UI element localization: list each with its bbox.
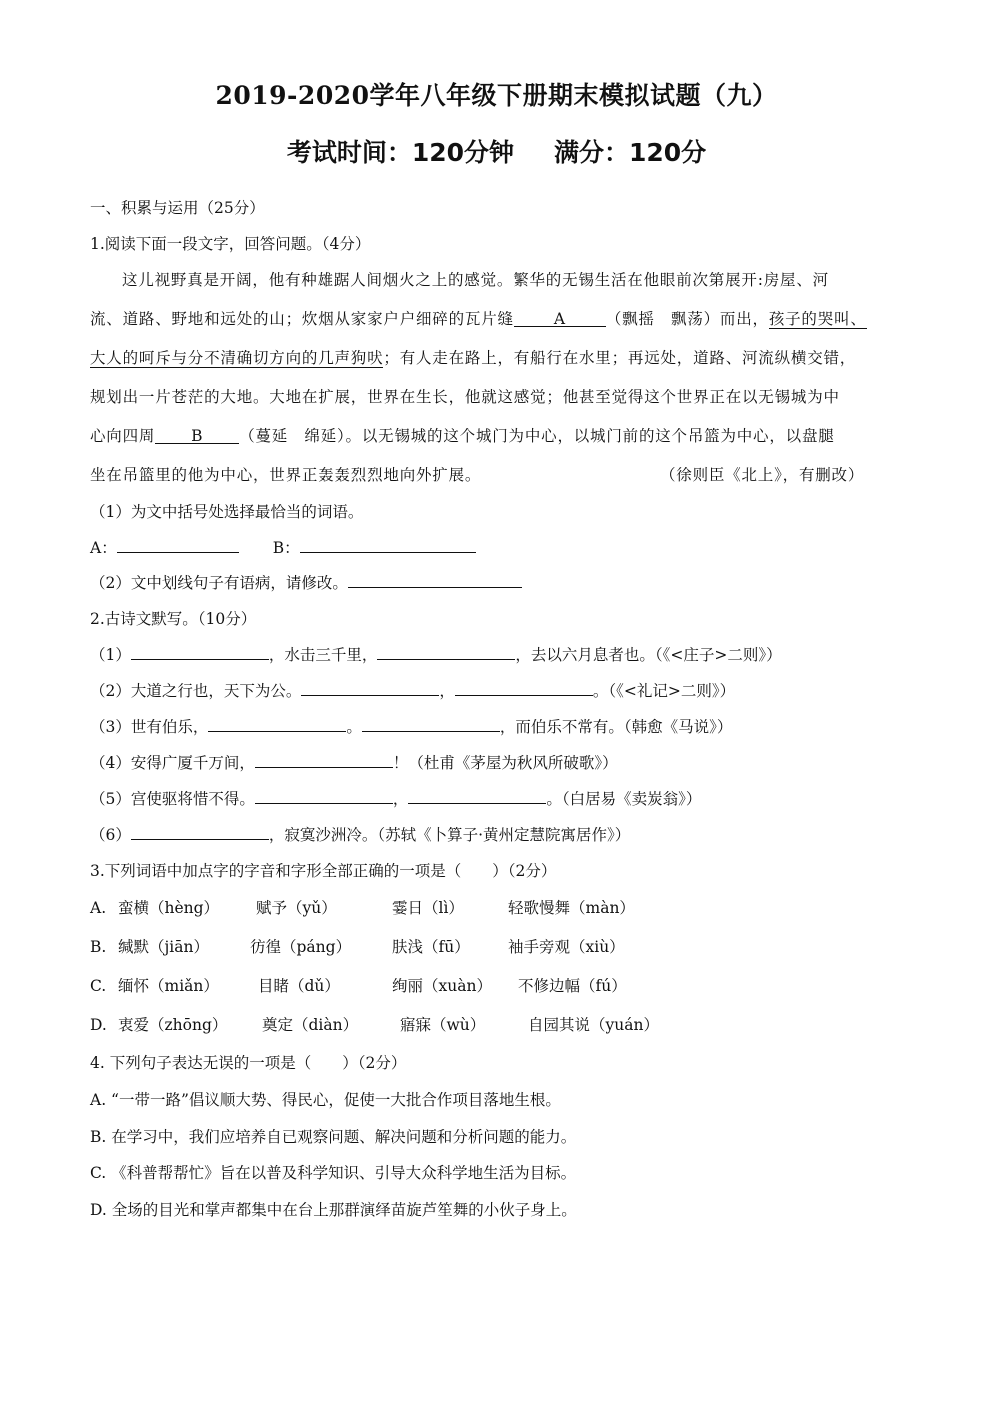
exam-time: 考试时间：120分钟 (286, 138, 514, 167)
q4-option-d: D. 全场的目光和掌声都集中在台上那群演绎苗旋芦笙舞的小伙子身上。 (90, 1201, 577, 1219)
q2-item-4: （4）安得广厦千万间， ！（杜甫《茅屋为秋风所破歌》） (90, 751, 618, 773)
q1-heading: 1.阅读下面一段文字，回答问题。（4分） (90, 235, 371, 253)
q2-1-blank-1[interactable] (131, 643, 269, 660)
q3-option-a: A. 蛮横（hèng） 赋予（yǔ） 霎日（lì） 轻歌慢舞（màn） (90, 899, 635, 917)
q2-item-3: （3）世有伯乐， 。 ，而伯乐不常有。（韩愈《马说》） (90, 715, 732, 737)
q1-passage-line-6: 坐在吊篮里的他为中心，世界正轰轰烈烈地向外扩展。 （徐则臣《北上》，有删改） (90, 463, 905, 485)
q3-option-b: B. 缄默（jiān） 彷徨（páng） 肤浅（fū） 袖手旁观（xiù） (90, 938, 625, 956)
q2-1-blank-2[interactable] (377, 643, 515, 660)
exam-subtitle (0, 133, 993, 169)
q4-heading: 4. 下列句子表达无误的一项是（ ）（2分） (90, 1054, 407, 1072)
q2-4-blank-1[interactable] (255, 751, 393, 768)
q2-item-5: （5）宫使驱将惜不得。 ， 。（白居易《卖炭翁》） (90, 787, 701, 809)
q2-3-blank-2[interactable] (362, 715, 500, 732)
correction-field[interactable] (348, 571, 522, 588)
q2-5-blank-1[interactable] (255, 787, 393, 804)
answer-a-field[interactable] (117, 536, 239, 553)
q1-passage-line-1: 这儿视野真是开阔，他有种雄踞人间烟火之上的感觉。繁华的无锡生活在他眼前次第展开:房屋、河 (122, 271, 829, 289)
blank-b: B (155, 427, 239, 444)
q1-sub-1: （1）为文中括号处选择最恰当的词语。 (90, 503, 364, 521)
q2-6-blank-1[interactable] (131, 823, 269, 840)
answer-b-field[interactable] (300, 536, 476, 553)
blank-a: A (514, 310, 606, 327)
underlined-sentence-part-2: 大人的呵斥与分不清确切方向的几声狗吠 (90, 349, 384, 367)
q2-2-blank-1[interactable] (301, 679, 439, 696)
q2-heading: 2.古诗文默写。（10分） (90, 610, 257, 628)
q2-item-1: （1） ，水击三千里， ，去以六月息者也。（《<庄子>二则》） (90, 643, 782, 665)
exam-score: 满分：120分 (554, 138, 707, 167)
q1-passage-line-4: 规划出一片苍茫的大地。大地在扩展，世界在生长，他就这感觉；他甚至觉得这个世界正在以无锡城为中 (90, 388, 840, 406)
passage-source: （徐则臣《北上》，有删改） (660, 466, 865, 484)
q1-passage-line-2: 流、道路、野地和远处的山；炊烟从家家户户细碎的瓦片缝 A （飘摇 飘荡）而出，孩子的哭叫、 (90, 310, 867, 328)
q3-heading: 3.下列词语中加点字的字音和字形全部正确的一项是（ ）（2分） (90, 862, 557, 880)
section-heading: 一、积累与运用（25分） (90, 199, 265, 217)
q2-item-2: （2）大道之行也，天下为公。 ， 。（《<礼记>二则》） (90, 679, 735, 701)
q3-option-d: D. 衷爱（zhōng） 奠定（diàn） 寤寐（wù） 自园其说（yuán） (90, 1016, 659, 1034)
q2-5-blank-2[interactable] (408, 787, 546, 804)
q2-3-blank-1[interactable] (208, 715, 346, 732)
q2-2-blank-2[interactable] (455, 679, 593, 696)
exam-title: 2019-2020学年八年级下册期末模拟试题（九） (215, 81, 778, 110)
q4-option-c: C. 《科普帮帮忙》旨在以普及科学知识、引导大众科学地生活为目标。 (90, 1164, 577, 1182)
q1-answer-line: A： B： (90, 536, 476, 558)
q4-option-a: A. “一带一路”倡议顺大势、得民心，促使一大批合作项目落地生根。 (90, 1091, 561, 1109)
q3-option-c: C. 缅怀（miǎn） 目睹（dǔ） 绚丽（xuàn） 不修边幅（fú） (90, 977, 627, 995)
q2-item-6: （6） ，寂寞沙洲冷。（苏轼《卜算子·黄州定慧院寓居作》） (90, 823, 630, 845)
underlined-sentence-part-1: 孩子的哭叫、 (768, 310, 867, 328)
q1-passage-line-5: 心向四周 B （蔓延 绵延）。以无锡城的这个城门为中心，以城门前的这个吊篮为中心，以盘腿 (90, 427, 835, 445)
q1-passage-line-3: 大人的呵斥与分不清确切方向的几声狗吠；有人走在路上，有船行在水里；再远处，道路、河流纵横交错， (90, 349, 857, 367)
q1-sub-2: （2）文中划线句子有语病，请修改。 (90, 571, 522, 593)
q4-option-b: B. 在学习中，我们应培养自已观察问题、解决问题和分析问题的能力。 (90, 1128, 577, 1146)
